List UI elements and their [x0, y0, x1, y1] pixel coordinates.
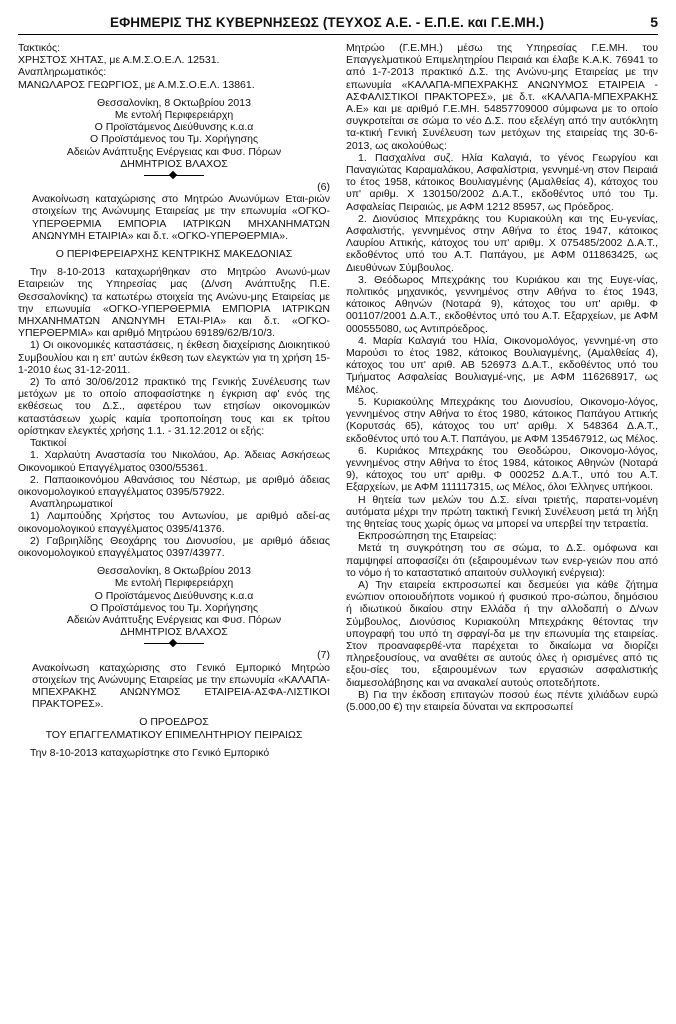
body-paragraph: Μετά τη συγκρότηση του σε σώμα, το Δ.Σ. ομόφωνα και παμψηφεί αποφασίζει ότι (εξαιρουμένων των ενερ-γειών που από το νόμο ή το καταστατικό απαιτούν συλλογική ενέργεια):: [346, 542, 658, 579]
gazette-title: ΕΦΗΜΕΡΙΣ ΤΗΣ ΚΥΒΕΡΝΗΣΕΩΣ (ΤΕΥΧΟΣ Α.Ε. - Ε.Π.Ε. και Γ.Ε.ΜΗ.): [110, 14, 545, 30]
authority-heading: Ο ΠΡΟΕΔΡΟΣ: [139, 716, 209, 729]
sig-line: Αδειών Ανάπτυξης Ενέργειας και Φυσ. Πόρων: [66, 613, 282, 626]
member-label: Αναπληρωματικός:: [18, 66, 107, 79]
authority-heading: ΤΟΥ ΕΠΑΓΓΕΛΜΑΤΙΚΟΥ ΕΠΙΜΕΛΗΤΗΡΙΟΥ ΠΕΙΡΑΙΩΣ: [45, 728, 303, 741]
sig-line: Θεσσαλονίκη, 8 Οκτωβρίου 2013: [97, 96, 251, 109]
board-member: 1. Πασχαλίνα συζ. Ηλία Καλαγιά, το γένος Γεωργίου και Παναγιώτας Καραμαλάκου, Ασφαλίστρια, γεννημέ-νη στον Πειραιά το έτος 1958, κάτοικος Βουλιαγμένης (Αμαλθείας 4), κάτοχος του υπ' αριθμ. Χ 130150/2002 Δ.Α.Τ., εκδοθέντος υπό του Τμ. Ασφαλείας Πειραιώς, με ΑΦΜ 1212 85957, ως Πρόεδρος.: [346, 151, 658, 213]
body-paragraph: Β) Για την έκδοση επιταγών ποσού έως πέντε χιλιάδων ευρώ (5.000,00 €) την εταιρεία δύναται να εκπροσωπεί: [346, 688, 658, 713]
authority-heading: Ο ΠΕΡΙΦΕΡΕΙΑΡΧΗΣ ΚΕΝΤΡΙΚΗΣ ΜΑΚΕΔΟΝΙΑΣ: [55, 248, 293, 261]
member-name: ΜΑΝΩΛΑΡΟΣ ΓΕΩΡΓΙΟΣ, με Α.Μ.Σ.Ο.Ε.Λ. 13861.: [18, 78, 255, 91]
sig-line: Θεσσαλονίκη, 8 Οκτωβρίου 2013: [97, 565, 251, 578]
member-label: Τακτικός:: [18, 42, 60, 54]
section-divider: [144, 643, 204, 644]
body-paragraph: Η θητεία των μελών του Δ.Σ. είναι τριετής, παρατει-νομένη αυτόματα μέχρι την πρώτη τακτική Γενική Συνέλευση μετά τη λήξη της θητείας τους χωρίς όμως να μπορεί να υπερβεί την τετραετία.: [346, 493, 658, 530]
page-number: 5: [650, 14, 658, 30]
auditor-entry: 2) Γαβριηλίδης Θεοχάρης του Διονυσίου, με αριθμό άδειας οικονομολογικού επαγγέλματος 0397/43977.: [18, 534, 330, 559]
signature-block: [18, 565, 330, 638]
body-paragraph: Την 8-10-2013 καταχωρίστηκε στο Γενικό Εμπορικό: [30, 746, 270, 759]
auditor-entry: 2. Παπαοικονόμου Αθανάσιος του Νέστωρ, με αριθμό άδειας οικονομολογικού επαγγέλματος 0395/57922.: [18, 473, 330, 498]
sig-line: Ο Προϊστάμενος Διεύθυνσης κ.α.α: [94, 121, 254, 134]
sig-line: Με εντολή Περιφερειάρχη: [114, 577, 234, 590]
auditor-entry: 1. Χαρλαύτη Αναστασία του Νικολάου, Αρ. Άδειας Ασκήσεως Οικονομικού Επαγγέλματος 0300/55361.: [18, 449, 330, 474]
body-paragraph: 2) Το από 30/06/2012 πρακτικό της Γενικής Συνέλευσης των μετόχων με το οποίο αποφασίστηκε η έγκριση αφ' ενός της εκθέσεως του Δ.Σ., αφετέρου των ετησίων οικονομικών καταστάσεων χωρίς καμία τροποποίηση τους και εκ τρίτου ορίστηκαν ελεγκτές χρήσης 1.1. - 31.12.2012 οι εξής:: [18, 376, 330, 437]
section-divider: [144, 175, 204, 176]
notice-title: Ανακοίνωση καταχώρισης στο Μητρώο Ανωνύμων Εται-ριών στοιχείων της Ανώνυμης Εταιρείας με την επωνυμία «ΟΓΚΟ-ΥΠΕΡΘΕΡΜΙΑ ΕΜΠΟΡΙΑ ΙΑΤΡΙΚΩΝ ΜΗΧΑΝΗΜΑΤΩΝ ΑΝΩΝΥΜΗ ΕΤΑΙΡΙΑ» και δ.τ. «ΟΓΚΟ-ΥΠΕΡΘΕΡΜΙΑ».: [32, 193, 330, 242]
sig-line: ΔΗΜΗΤΡΙΟΣ ΒΛΑΧΟΣ: [120, 626, 228, 639]
notice-number: (7): [317, 649, 330, 662]
page-header: [18, 10, 658, 35]
sig-line: Ο Προϊστάμενος Διεύθυνσης κ.α.α: [94, 589, 254, 602]
auditors-label: Τακτικοί: [30, 437, 67, 450]
board-member: 5. Κυριακούλης Μπεχράκης του Διονυσίου, Οικονομο-λόγος, γεννημένος στην Αθήνα το έτος 1980, κάτοικος Παπάγου Αττικής (Κορυτσάς 65), κάτοχος του υπ' αριθμ. Χ 548364 Δ.Α.Τ., εκδοθέντος υπό του Α.Τ. Παπάγου, με ΑΦΜ 135467912, ως Μέλος.: [346, 395, 658, 445]
auditors-label: Αναπληρωματικοί: [30, 498, 113, 511]
sig-line: Ο Προϊστάμενος του Τμ. Χορήγησης: [89, 133, 259, 146]
body-paragraph: Μητρώο (Γ.Ε.ΜΗ.) μέσω της Υπηρεσίας Γ.Ε.ΜΗ. του Επαγγελματικού Επιμελητηρίου Πειραιά και έλαβε Κ.Α.Κ. 76941 το από 1-7-2013 πρακτικό Δ.Σ. της Ανώνυ-μης Εταιρείας με την επωνυμία «ΚΑΛΑΠΑ-ΜΠΕΧΡΑΚΗΣ ΑΝΩΝΥΜΟΣ ΕΤΑΙΡΕΙΑ - ΑΣΦΑΛΙΣΤΙΚΟΙ ΠΡΑΚΤΟΡΕΣ», με δ.τ. «ΚΑΛΑΠΑ-ΜΠΕΧΡΑΚΗΣ Α.Ε» και με αριθμό Γ.Ε.ΜΗ. 54857709000 σύμφωνα με το οποίο συγκροτείται σε σώμα το νέο Δ.Σ. που εξελέγη από την αυτόκλητη τα-κτική Γενική Συνέλευση των μετόχων της εταιρείας της 30-6-2013, ως ακολούθως:: [346, 42, 658, 152]
left-column: [18, 42, 330, 759]
sig-line: ΔΗΜΗΤΡΙΟΣ ΒΛΑΧΟΣ: [120, 157, 228, 170]
sig-line: Ο Προϊστάμενος του Τμ. Χορήγησης: [89, 601, 259, 614]
board-member: 3. Θεόδωρος Μπεχράκης του Κυριάκου και της Ευγε-νίας, πολιτικός μηχανικός, γεννημένος στην Αθήνα το έτος 1943, κάτοικος Αθηνών (Νοταρά 9), κάτοχος του υπ' αριθμ. Φ 001107/2001 Δ.Α.Τ., εκδοθέντος υπό του Α.Τ. Εξαρχείων, με ΑΦΜ 000555080, ως Αντιπρόεδρος.: [346, 273, 658, 335]
signature-block: [18, 97, 330, 170]
auditor-entry: 1) Λαμπούδης Χρήστος του Αντωνίου, με αριθμό αδεί-ας οικονομολογικού επαγγέλματος 0395/41376.: [18, 510, 330, 535]
section-heading: Εκπροσώπηση της Εταιρείας:: [358, 530, 497, 543]
member-name: ΧΡΗΣΤΟΣ ΧΗΤΑΣ, με Α.Μ.Σ.Ο.Ε.Λ. 12531.: [18, 54, 220, 67]
right-column: [346, 42, 658, 713]
sig-line: Με εντολή Περιφερειάρχη: [114, 109, 234, 122]
sig-line: Αδειών Ανάπτυξης Ενέργειας και Φυσ. Πόρων: [66, 145, 282, 158]
notice-title: Ανακοίνωση καταχώρισης στο Γενικό Εμπορικό Μητρώο στοιχείων της Ανώνυμης Εταιρείας με την επωνυμία «ΚΑΛΑΠΑ-ΜΠΕΧΡΑΚΗΣ ΑΝΩΝΥΜΟΣ ΕΤΑΙΡΕΙΑ-ΑΣΦΑ-ΛΙΣΤΙΚΟΙ ΠΡΑΚΤΟΡΕΣ».: [32, 661, 330, 711]
body-paragraph: Την 8-10-2013 καταχωρήθηκαν στο Μητρώο Ανωνύ-μων Εταιρειών της Υπηρεσίας μας (Δ/νση Ανάπτυξης Π.Ε. Θεσσαλονίκης) τα κατωτέρω στοιχεία της Ανώνυ-μης Εταιρείας με την επωνυμία «ΟΓΚΟ-ΥΠΕΡΘΕΡΜΙΑ ΕΜΠΟΡΙΑ ΙΑΤΡΙΚΩΝ ΜΗΧΑΝΗΜΑΤΩΝ ΑΝΩΝΥΜΗ ΕΤΑΙ-ΡΙΑ» και δ.τ. «ΟΓΚΟ-ΥΠΕΡΘΕΡΜΙΑ» και αριθμό Μητρώου 69189/62/Β/10/3.: [18, 266, 330, 340]
board-member: 6. Κυριάκος Μπεχράκης του Θεοδώρου, Οικονομο-λόγος, γεννημένος στην Αθήνα το έτος 1984, κάτοικος Αθηνών (Νοταρά 9), κάτοχος του υπ' αριθμ. Φ 000252 Δ.Α.Τ., υπό του Α.Τ. Εξαρχείων, με ΑΦΜ 111117315, ως Μέλος, όλοι Έλληνες υπήκοοι.: [346, 444, 658, 494]
body-paragraph: 1) Οι οικονομικές καταστάσεις, η έκθεση διαχείρισης Διοικητικού Συμβουλίου και η επ' αυτών έκθεση των ελεγκτών για τη χρήση 15-1-2010 έως 31-12-2011.: [18, 339, 330, 376]
body-paragraph: Α) Την εταιρεία εκπροσωπεί και δεσμεύει για κάθε ζήτημα ενώπιον οποιουδήποτε νομικού ή φυσικού προ-σώπου, δημόσιου ή ιδιωτικού δικαίου στην Ελλάδα ή την αλλοδαπή ο Δ/νων Σύμβουλος, Διονύσιος Κυριακούλη Μπεχράκης θέτοντας την υπογραφή του υπό τη σφραγί-δα με την επωνυμία της εταιρείας. Στον προαναφερθέ-ντα παρέχεται το δικαίωμα να διορίζει πληρεξουσίους, να αναθέτει σε αυτούς όλες ή ορισμένες από τις εξου-σίες του, εξαιρουμένων των εργασιών ασφαλιστικής διαμεσολάβησης και να ανακαλεί αυτούς οποτεδήποτε.: [346, 578, 658, 689]
board-member: 2. Διονύσιος Μπεχράκης του Κυριακούλη και της Ευ-γενίας, Ασφαλιστής, γεννημένος στην Αθήνα το έτος 1947, κάτοικος Λαυρίου Αττικής, κάτοχος του υπ' αριθμ. Χ 075485/2002 Δ.Α.Τ., εκδοθέντος υπό του Α.Τ. Παπάγου, με ΑΦΜ 011863425, ως Διευθύνων Σύμβουλος.: [346, 212, 658, 274]
notice-number: (6): [317, 181, 330, 194]
board-member: 4. Μαρία Καλαγιά του Ηλία, Οικονομολόγος, γεννημέ-νη στο Μαρούσι το έτος 1982, κάτοικος Βουλιαγμένης, (Αμαλθείας 4), κάτοχος του υπ' αριθ. ΑΒ 526973 Δ.Α.Τ., εκδοθέντος υπό του Τμήματος Ασφαλείας Βουλιαγμέ-νης, με ΑΦΜ 116268917, ως Μέλος.: [346, 334, 658, 396]
